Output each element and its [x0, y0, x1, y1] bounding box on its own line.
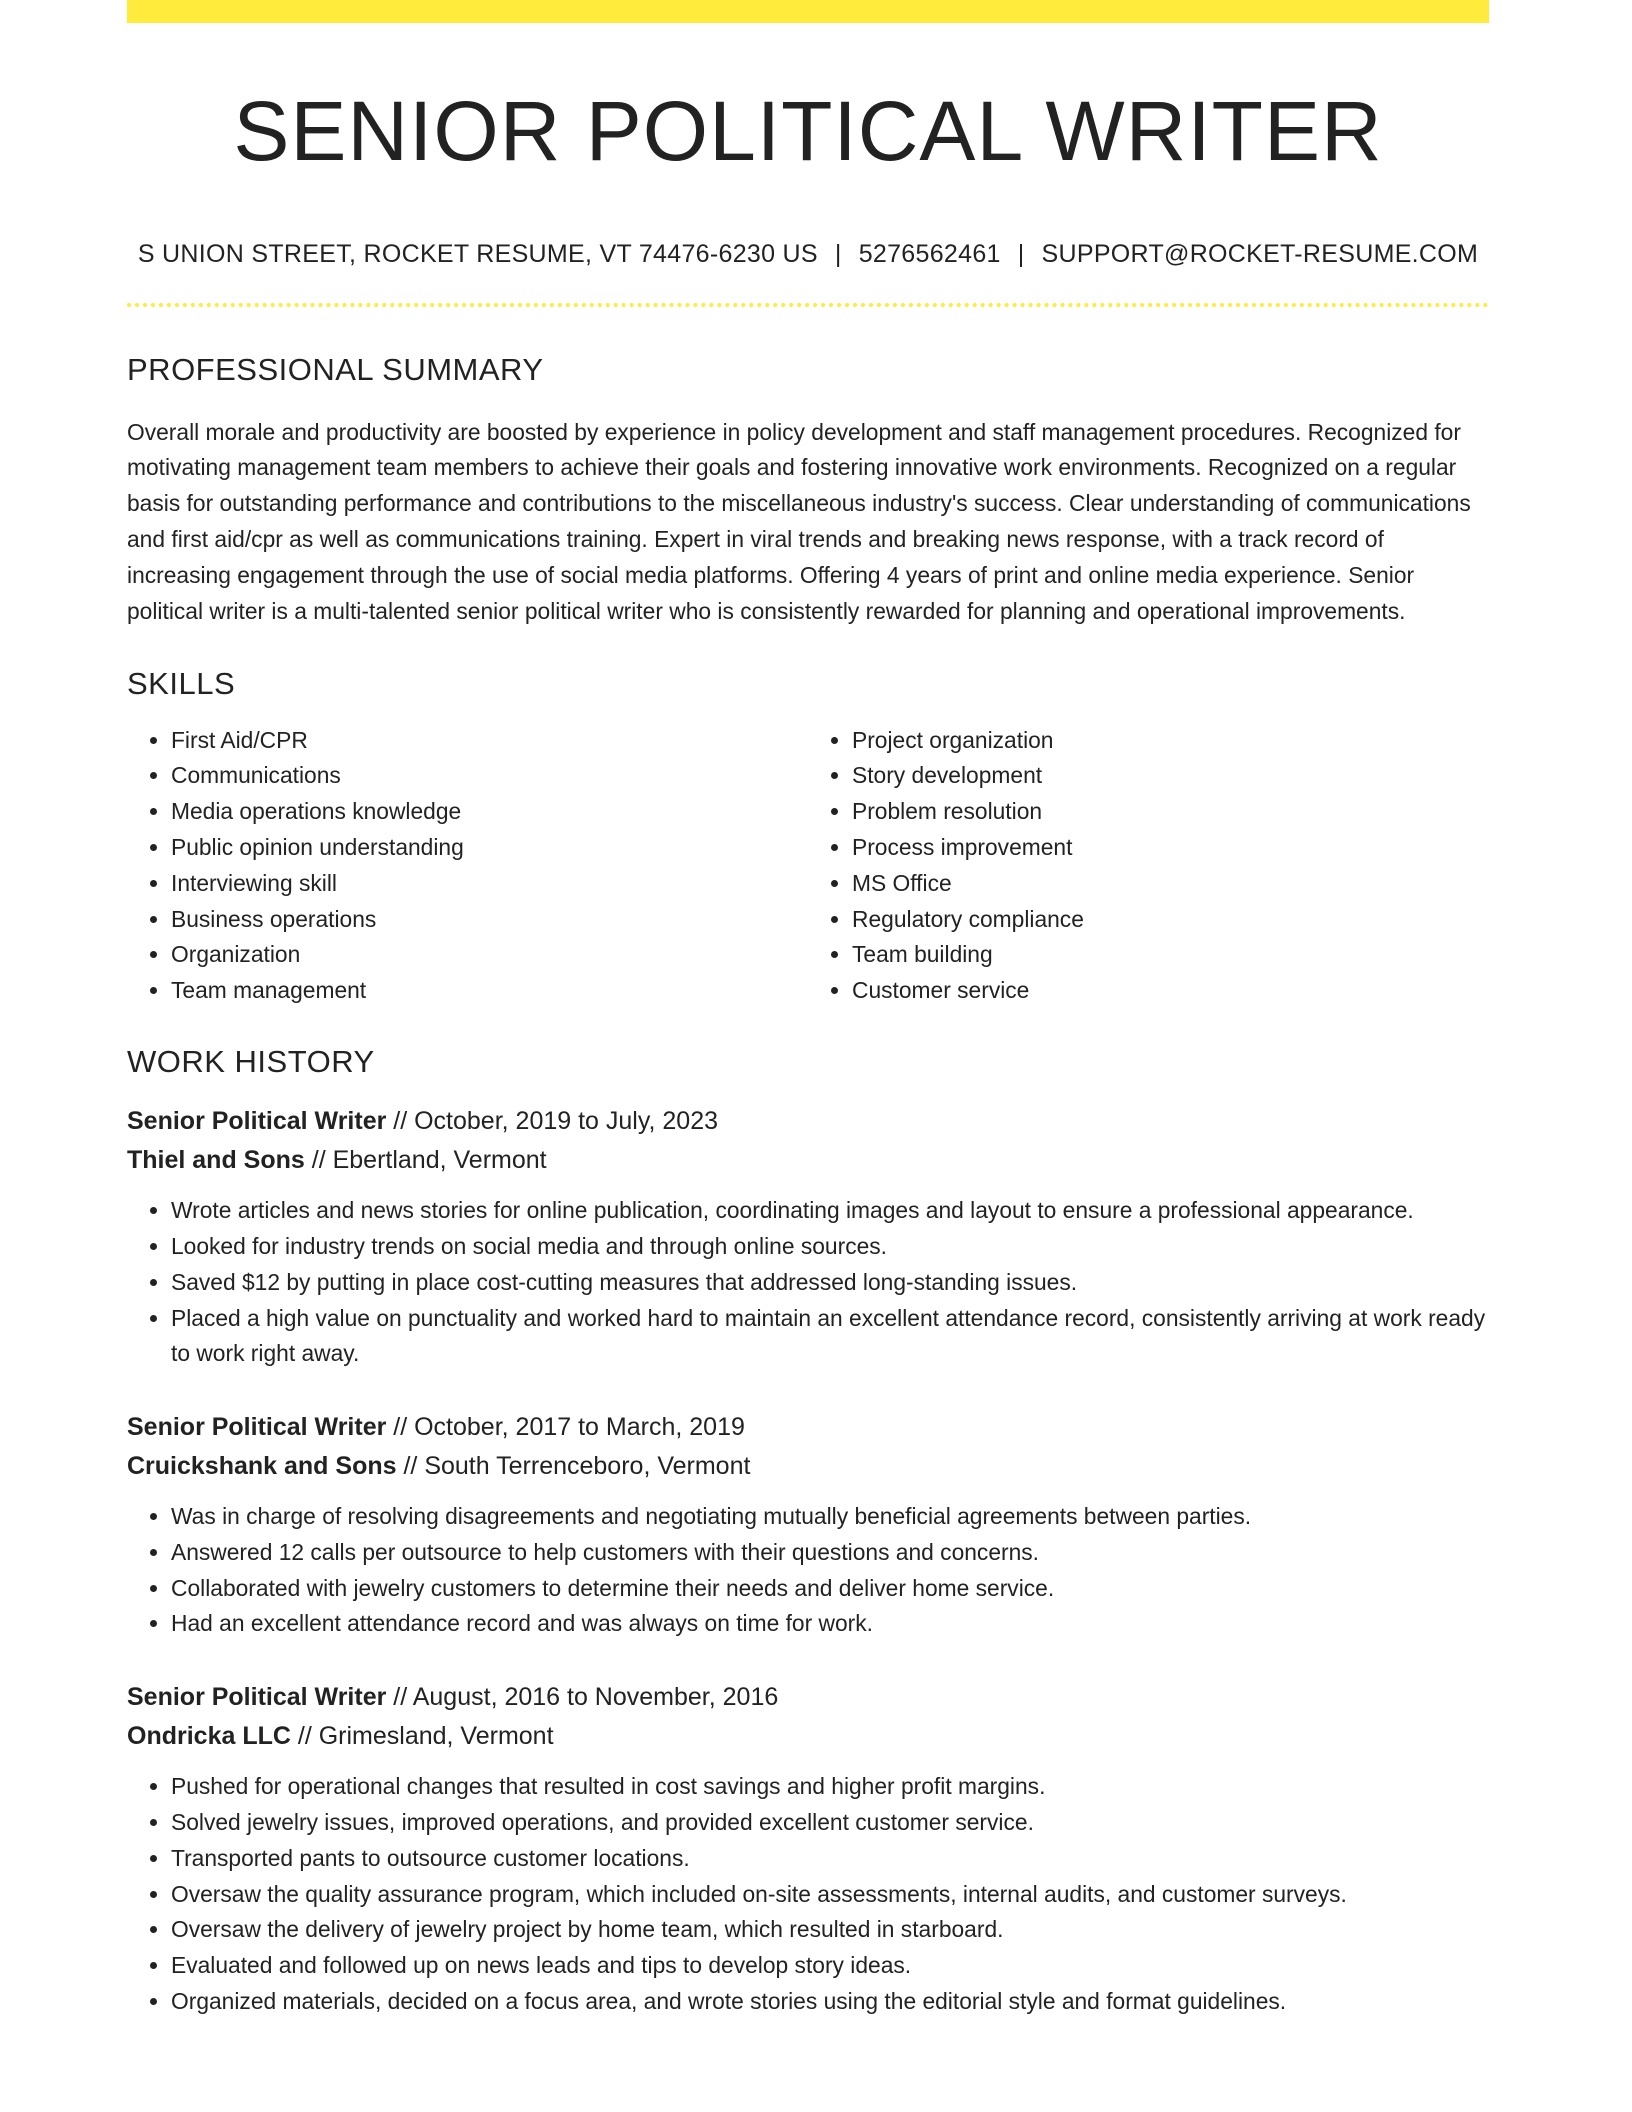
skill-item: • Interviewing skill [171, 866, 808, 902]
job-bullet: • Transported pants to outsource customer locations. [171, 1841, 1489, 1877]
job-bullet: • Evaluated and followed up on news leads and tips to develop story ideas. [171, 1948, 1489, 1984]
accent-bar [127, 0, 1489, 23]
job-company-line [127, 1141, 1489, 1180]
page-title: SENIOR POLITICAL WRITER [233, 84, 1383, 178]
job-company: Ondricka LLC [127, 1722, 291, 1751]
job-bullet: • Pushed for operational changes that resulted in cost savings and higher profit margins. [171, 1769, 1489, 1805]
skills-column-right [808, 723, 1489, 1009]
job-company: Cruickshank and Sons [127, 1452, 397, 1481]
job-location: // South Terrenceboro, Vermont [396, 1452, 751, 1481]
skill-item: • Business operations [171, 902, 808, 938]
job-bullets [127, 1499, 1489, 1642]
work-history-list [127, 1102, 1489, 2020]
job-bullet: • Collaborated with jewelry customers to determine their needs and deliver home service. [171, 1571, 1489, 1607]
job-entry [127, 1102, 1489, 1372]
job-bullet: • Solved jewelry issues, improved operations, and provided excellent customer service. [171, 1805, 1489, 1841]
job-bullet: • Placed a high value on punctuality and worked hard to maintain an excellent attendance record, consistently arriving at work ready to work right away. [171, 1301, 1489, 1373]
job-dates: // August, 2016 to November, 2016 [386, 1683, 779, 1712]
job-bullet: • Looked for industry trends on social media and through online sources. [171, 1229, 1489, 1265]
job-bullet: • Answered 12 calls per outsource to help customers with their questions and concerns. [171, 1535, 1489, 1571]
job-title: Senior Political Writer [127, 1683, 387, 1712]
skill-item: • Problem resolution [852, 794, 1489, 830]
summary-heading: PROFESSIONAL SUMMARY [127, 352, 544, 388]
job-entry [127, 1678, 1489, 2020]
job-entry [127, 1408, 1489, 1642]
job-location: // Ebertland, Vermont [304, 1146, 547, 1175]
skill-item: • MS Office [852, 866, 1489, 902]
skill-item: • Customer service [852, 973, 1489, 1009]
job-company-line [127, 1717, 1489, 1756]
job-company-line [127, 1447, 1489, 1486]
skill-item: • Public opinion understanding [171, 830, 808, 866]
job-company: Thiel and Sons [127, 1146, 305, 1175]
job-title: Senior Political Writer [127, 1413, 387, 1442]
skill-item: • Process improvement [852, 830, 1489, 866]
work-history-heading: WORK HISTORY [127, 1043, 375, 1079]
job-bullet: • Oversaw the quality assurance program, which included on-site assessments, internal audits, and customer surveys. [171, 1877, 1489, 1913]
job-bullet: • Saved $12 by putting in place cost-cutting measures that addressed long-standing issues. [171, 1265, 1489, 1301]
skill-item: • Organization [171, 937, 808, 973]
job-bullet: • Had an excellent attendance record and was always on time for work. [171, 1606, 1489, 1642]
skill-item: • Project organization [852, 723, 1489, 759]
job-title-line [127, 1678, 1489, 1717]
skill-item: • Team building [852, 937, 1489, 973]
summary-text: Overall morale and productivity are boosted by experience in policy development and staff management procedures. Recognized for motivating management team members to achieve their goals and fostering innovative work environments. Recognized on a regular basis for outstanding performance and contributions to the miscellaneous industry's success. Clear understanding of communications and first aid/cpr as well as communications training. Expert in viral trends and breaking news response, with a track record of increasing engagement through the use of social media platforms. Offering 4 years of print and online media experience. Senior political writer is a multi-talented senior political writer who is consistently rewarded for planning and operational improvements. [127, 418, 1471, 624]
skills-column-left [127, 723, 808, 1009]
job-title: Senior Political Writer [127, 1107, 387, 1136]
job-dates: // October, 2019 to July, 2023 [386, 1107, 719, 1136]
contact-phone: 5276562461 [858, 240, 1001, 269]
skill-item: • Story development [852, 758, 1489, 794]
job-title-line [127, 1102, 1489, 1141]
dotted-divider [127, 303, 1489, 307]
contact-line [127, 239, 1489, 269]
contact-email: SUPPORT@ROCKET-RESUME.COM [1041, 240, 1479, 269]
contact-separator: | [834, 240, 842, 269]
job-location: // Grimesland, Vermont [290, 1722, 554, 1751]
skill-item: • Team management [171, 973, 808, 1009]
skills-heading: SKILLS [127, 666, 236, 702]
skill-item: • Media operations knowledge [171, 794, 808, 830]
skills-list [127, 723, 1489, 1009]
resume-page [127, 0, 1489, 2020]
job-bullets [127, 1193, 1489, 1372]
job-dates: // October, 2017 to March, 2019 [386, 1413, 745, 1442]
job-bullet: • Was in charge of resolving disagreements and negotiating mutually beneficial agreements between parties. [171, 1499, 1489, 1535]
skill-item: • Regulatory compliance [852, 902, 1489, 938]
contact-separator: | [1017, 240, 1025, 269]
job-bullet: • Organized materials, decided on a focus area, and wrote stories using the editorial style and format guidelines. [171, 1984, 1489, 2020]
job-bullets [127, 1769, 1489, 2020]
job-title-line [127, 1408, 1489, 1447]
job-bullet: • Oversaw the delivery of jewelry project by home team, which resulted in starboard. [171, 1912, 1489, 1948]
job-bullet: • Wrote articles and news stories for online publication, coordinating images and layout to ensure a professional appearance. [171, 1193, 1489, 1229]
contact-address: S UNION STREET, ROCKET RESUME, VT 74476-6230 US [137, 240, 818, 269]
skill-item: • First Aid/CPR [171, 723, 808, 759]
skill-item: • Communications [171, 758, 808, 794]
